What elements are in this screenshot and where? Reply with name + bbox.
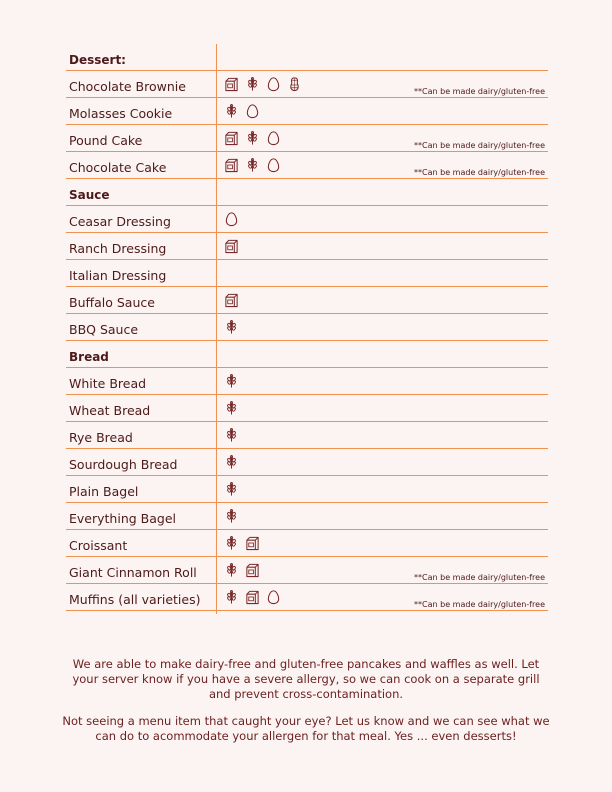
allergen-icons xyxy=(224,427,239,443)
allergen-icons xyxy=(224,589,281,605)
wheat-icon xyxy=(224,427,239,443)
menu-item-name: Muffins (all varieties) xyxy=(69,592,201,607)
menu-item-name: Italian Dressing xyxy=(69,268,167,283)
allergen-table xyxy=(66,44,548,611)
allergen-icons xyxy=(224,130,281,146)
dairy-gluten-free-note: **Can be made dairy/gluten-free xyxy=(414,168,545,177)
allergen-icons xyxy=(224,238,239,254)
wheat-icon xyxy=(224,373,239,389)
footer-paragraph-1: We are able to make dairy-free and gluten-free pancakes and waffles as well. Let your server know if you have a severe allergy, so we can cook on a separate grill and prevent cross-contamination. xyxy=(72,656,540,701)
allergen-icons xyxy=(224,508,239,524)
wheat-icon xyxy=(224,103,239,119)
wheat-icon xyxy=(224,481,239,497)
dairy-icon xyxy=(224,292,239,308)
allergen-icons xyxy=(224,400,239,416)
menu-item-name: Everything Bagel xyxy=(69,511,176,526)
menu-item-name: Wheat Bread xyxy=(69,403,151,418)
wheat-icon xyxy=(245,157,260,173)
menu-item-row xyxy=(66,314,548,341)
allergen-icons xyxy=(224,535,260,551)
allergen-icons xyxy=(224,76,302,92)
dairy-icon xyxy=(224,76,239,92)
section-header-row xyxy=(66,341,548,368)
section-header-row xyxy=(66,44,548,71)
wheat-icon xyxy=(245,130,260,146)
menu-item-row xyxy=(66,260,548,287)
menu-item-row xyxy=(66,98,548,125)
menu-item-row xyxy=(66,557,548,584)
wheat-icon xyxy=(224,319,239,335)
dairy-icon xyxy=(224,238,239,254)
egg-icon xyxy=(266,130,281,146)
menu-item-name: Pound Cake xyxy=(69,133,143,148)
menu-item-row xyxy=(66,530,548,557)
dairy-icon xyxy=(224,130,239,146)
wheat-icon xyxy=(245,76,260,92)
menu-item-row xyxy=(66,233,548,260)
menu-item-row xyxy=(66,125,548,152)
egg-icon xyxy=(224,211,239,227)
menu-item-name: Molasses Cookie xyxy=(69,106,173,121)
section-header-row xyxy=(66,179,548,206)
menu-item-row xyxy=(66,476,548,503)
dairy-gluten-free-note: **Can be made dairy/gluten-free xyxy=(414,141,545,150)
section-title: Dessert: xyxy=(69,53,126,67)
dairy-gluten-free-note: **Can be made dairy/gluten-free xyxy=(414,573,545,582)
egg-icon xyxy=(266,589,281,605)
menu-item-row xyxy=(66,152,548,179)
menu-item-name: Ceasar Dressing xyxy=(69,214,171,229)
allergen-icons xyxy=(224,157,281,173)
allergen-icons xyxy=(224,373,239,389)
dairy-icon xyxy=(224,157,239,173)
allergen-icons xyxy=(224,454,239,470)
menu-item-name: Sourdough Bread xyxy=(69,457,178,472)
menu-item-row xyxy=(66,206,548,233)
menu-item-row xyxy=(66,71,548,98)
wheat-icon xyxy=(224,535,239,551)
allergen-icons xyxy=(224,103,260,119)
section-title: Bread xyxy=(69,350,109,364)
footer-paragraph-2: Not seeing a menu item that caught your eye? Let us know and we can see what we can do to acommodate your allergen for that meal. Yes ... even desserts! xyxy=(62,713,550,743)
dairy-gluten-free-note: **Can be made dairy/gluten-free xyxy=(414,87,545,96)
menu-item-row xyxy=(66,422,548,449)
wheat-icon xyxy=(224,454,239,470)
peanut-icon xyxy=(287,76,302,92)
menu-item-row xyxy=(66,395,548,422)
menu-item-name: Chocolate Brownie xyxy=(69,79,186,94)
wheat-icon xyxy=(224,589,239,605)
dairy-gluten-free-note: **Can be made dairy/gluten-free xyxy=(414,600,545,609)
dairy-icon xyxy=(245,562,260,578)
egg-icon xyxy=(266,157,281,173)
menu-item-name: Croissant xyxy=(69,538,128,553)
menu-item-row xyxy=(66,584,548,611)
allergen-icons xyxy=(224,292,239,308)
allergen-icons xyxy=(224,211,239,227)
menu-item-name: BBQ Sauce xyxy=(69,322,139,337)
menu-item-row xyxy=(66,449,548,476)
section-title: Sauce xyxy=(69,188,110,202)
menu-item-name: Plain Bagel xyxy=(69,484,139,499)
dairy-icon xyxy=(245,589,260,605)
allergen-icons xyxy=(224,562,260,578)
menu-item-row xyxy=(66,287,548,314)
menu-item-name: Buffalo Sauce xyxy=(69,295,155,310)
menu-item-row xyxy=(66,503,548,530)
allergen-icons xyxy=(224,481,239,497)
menu-item-name: Giant Cinnamon Roll xyxy=(69,565,197,580)
egg-icon xyxy=(266,76,281,92)
wheat-icon xyxy=(224,562,239,578)
wheat-icon xyxy=(224,400,239,416)
menu-item-name: Chocolate Cake xyxy=(69,160,167,175)
menu-item-name: White Bread xyxy=(69,376,147,391)
allergen-icons xyxy=(224,319,239,335)
dairy-icon xyxy=(245,535,260,551)
menu-item-name: Rye Bread xyxy=(69,430,133,445)
egg-icon xyxy=(245,103,260,119)
menu-item-name: Ranch Dressing xyxy=(69,241,167,256)
wheat-icon xyxy=(224,508,239,524)
menu-item-row xyxy=(66,368,548,395)
